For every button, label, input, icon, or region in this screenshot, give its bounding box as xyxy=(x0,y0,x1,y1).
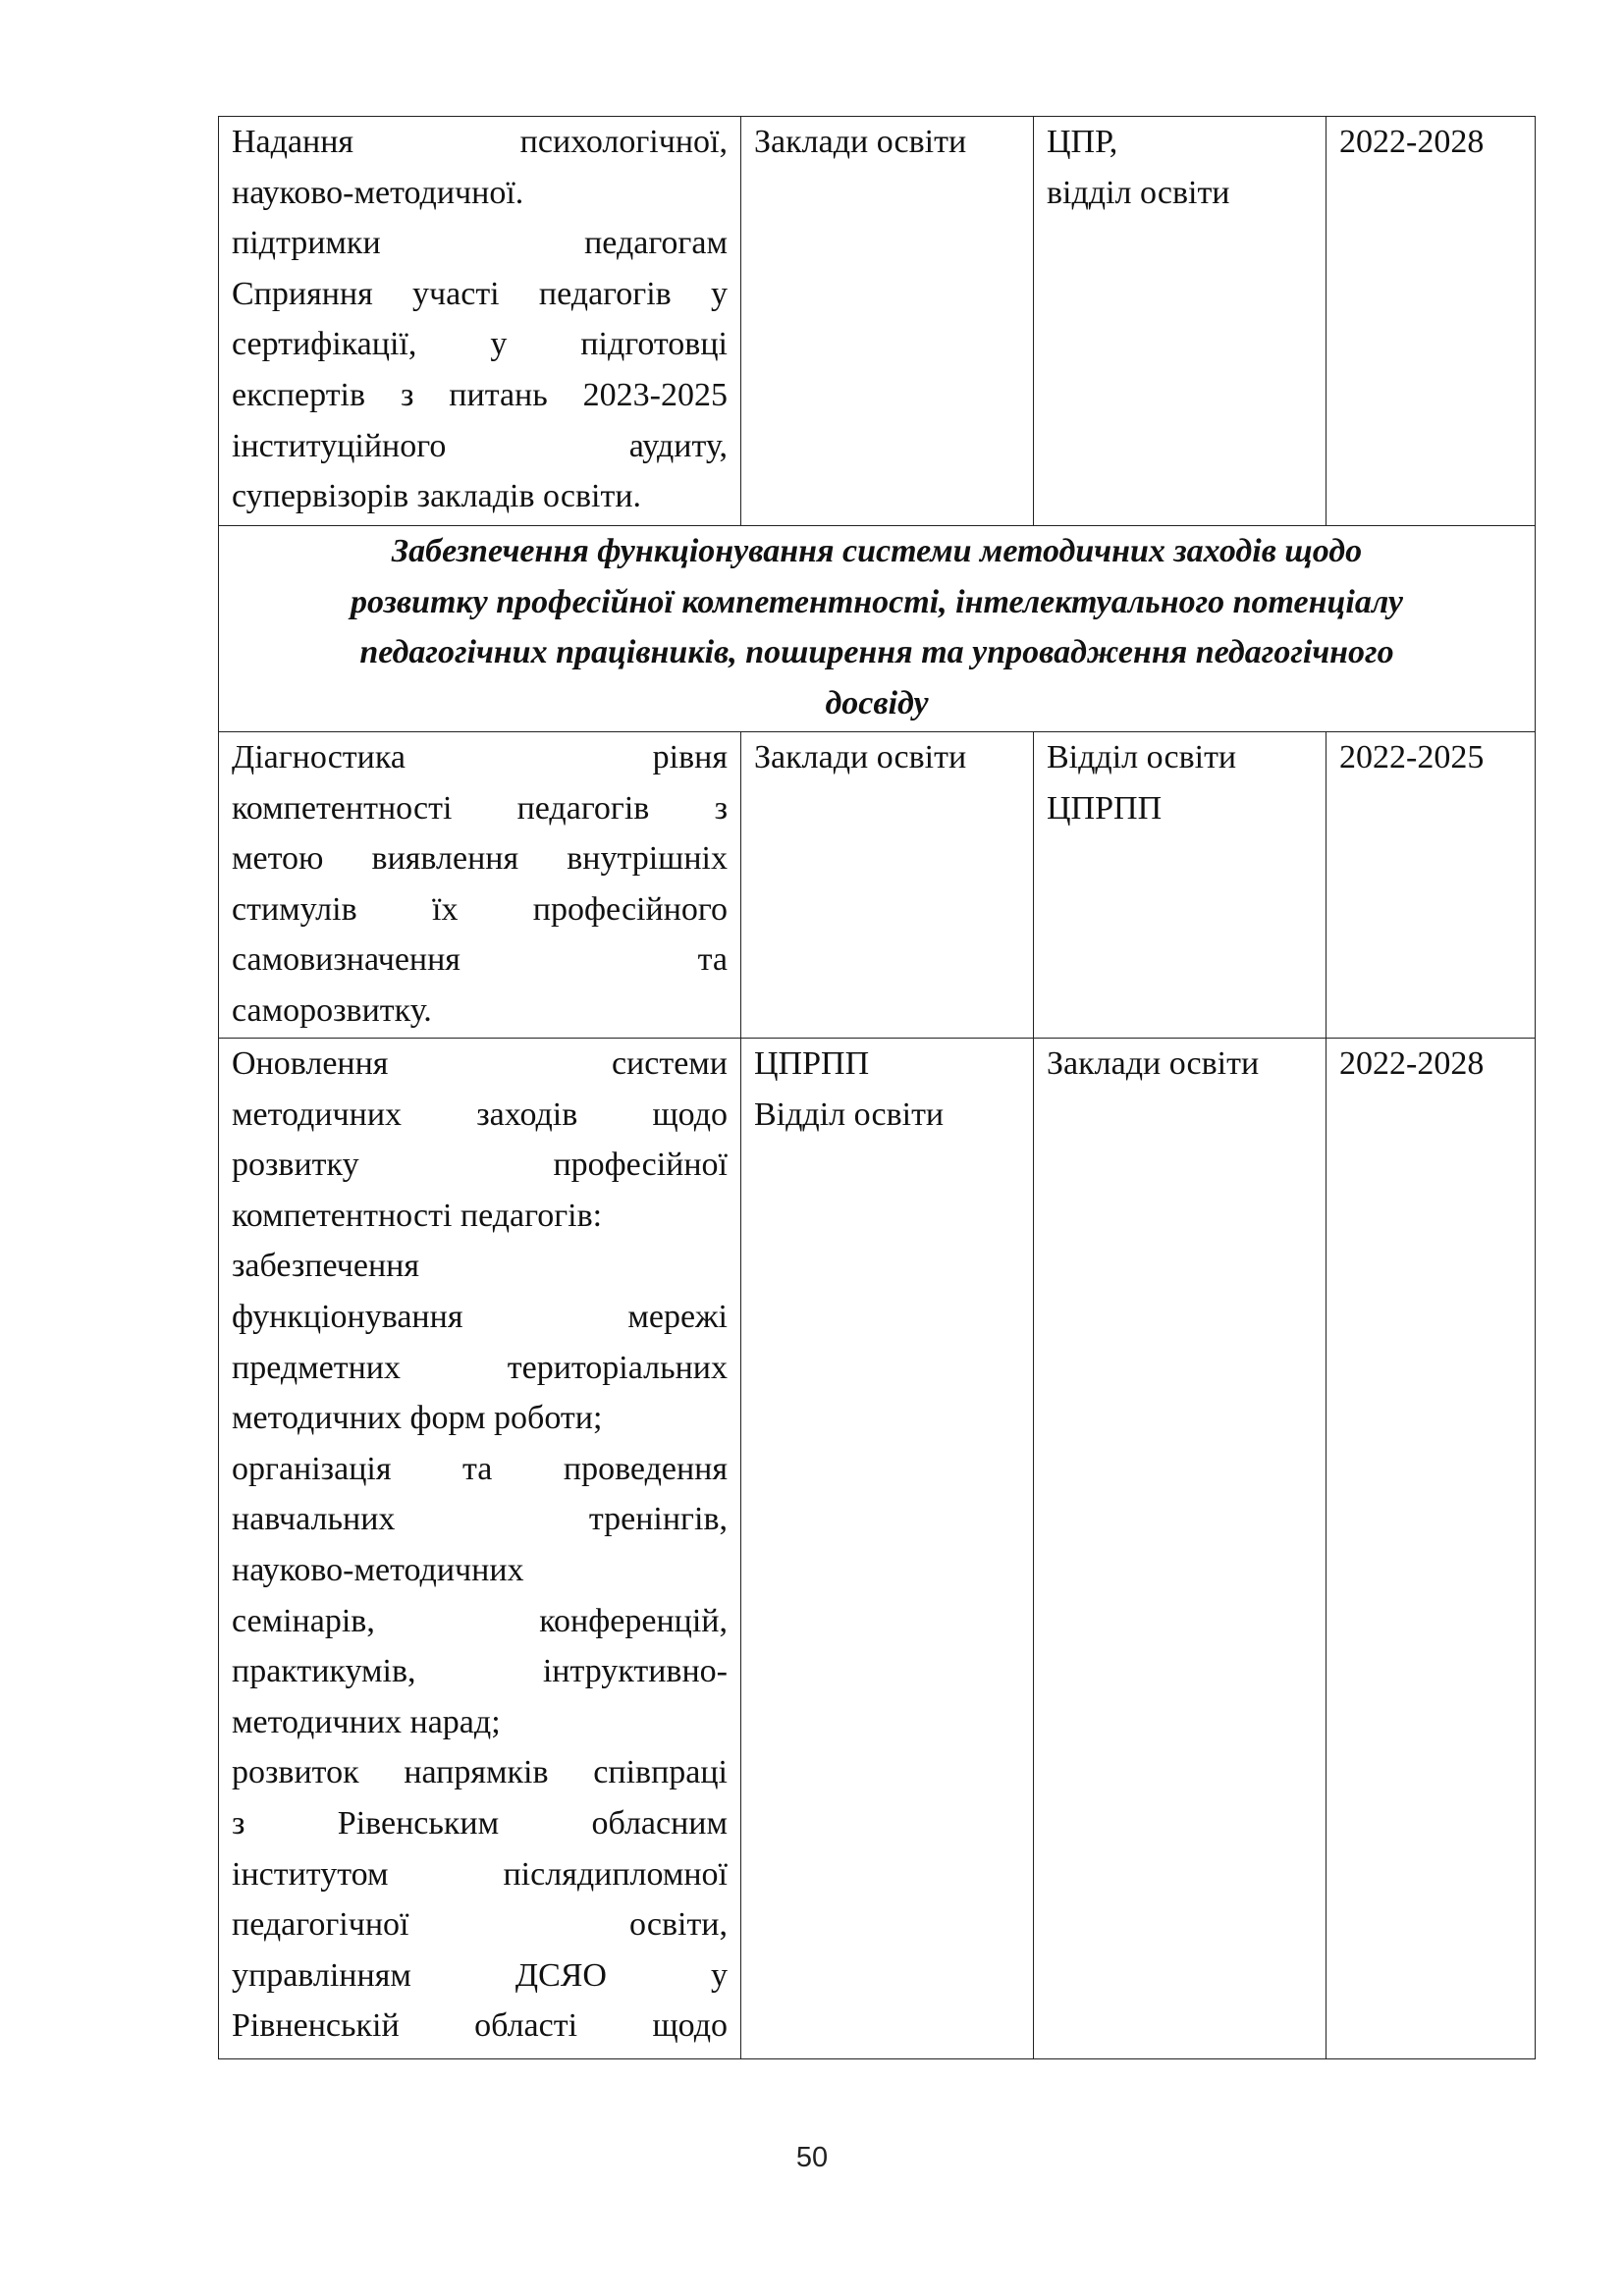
period-text: 2022-2028 xyxy=(1339,124,1485,160)
activity-line: Діагностика рівня xyxy=(232,739,728,775)
target-cell xyxy=(741,1039,1034,2059)
activity-line: методичних заходів щодо xyxy=(232,1095,728,1133)
activity-line: самовизначення та xyxy=(232,941,728,979)
executor-line: ЦПР, xyxy=(1047,124,1118,160)
executor-line: Заклади освіти xyxy=(1047,1045,1260,1082)
activity-line: розвитку професійної xyxy=(232,1147,728,1184)
activity-cell xyxy=(219,732,741,1039)
activity-line: Сприяння участі педагогів у xyxy=(232,275,728,312)
activity-line: управлінням ДСЯО у xyxy=(232,1956,728,1994)
executor-line: ЦПРПП xyxy=(1047,789,1163,827)
activity-line: інститутом післядипломної xyxy=(232,1855,728,1893)
plan-table xyxy=(218,116,1536,2059)
activity-line: навчальних тренінгів, xyxy=(232,1501,728,1538)
target-line: Відділ освіти xyxy=(754,1095,945,1133)
executor-line: Відділ освіти xyxy=(1047,739,1237,775)
activity-line: з Рівенським обласним xyxy=(232,1804,728,1842)
target-cell xyxy=(741,117,1034,526)
activity-line: науково-методичних xyxy=(232,1551,524,1588)
activity-line: практикумів, інтруктивно- xyxy=(232,1653,728,1690)
executors-cell xyxy=(1034,732,1326,1039)
target-line: Заклади освіти xyxy=(754,739,967,775)
activity-line: експертів з питань 2023-2025 xyxy=(232,376,728,413)
activity-line: інституційного аудиту, xyxy=(232,427,728,464)
executors-cell xyxy=(1034,117,1326,526)
target-line: Заклади освіти xyxy=(754,124,967,160)
period-cell xyxy=(1326,117,1536,526)
section-row xyxy=(219,526,1536,732)
activity-line: семінарів, конференцій, xyxy=(232,1602,728,1639)
period-cell xyxy=(1326,1039,1536,2059)
period-text: 2022-2028 xyxy=(1339,1045,1485,1082)
executors-cell xyxy=(1034,1039,1326,2059)
activity-line: метою виявлення внутрішніх xyxy=(232,840,728,878)
activity-line: організація та проведення xyxy=(232,1450,728,1487)
table-row xyxy=(219,1039,1536,2059)
activity-line: саморозвитку. xyxy=(232,991,432,1029)
activity-line: методичних форм роботи; xyxy=(232,1400,603,1437)
activity-line: Рівненській області щодо xyxy=(232,2007,728,2045)
activity-line: підтримки педагогам xyxy=(232,225,728,262)
activity-line: супервізорів закладів освіти. xyxy=(232,478,642,515)
period-cell xyxy=(1326,732,1536,1039)
activity-line: компетентності педагогів: xyxy=(232,1197,603,1234)
activity-line: науково-методичної. xyxy=(232,174,524,211)
activity-cell xyxy=(219,1039,741,2059)
page-number: 50 xyxy=(795,2142,829,2173)
section-heading-line: Забезпечення функціонування системи методичних заходів щодо xyxy=(391,533,1363,569)
activity-line: Надання психологічної, xyxy=(232,124,728,160)
table-row xyxy=(219,117,1536,526)
target-line: ЦПРПП xyxy=(754,1045,870,1082)
activity-line: стимулів їх професійного xyxy=(232,890,728,928)
target-cell xyxy=(741,732,1034,1039)
activity-line: компетентності педагогів з xyxy=(232,789,728,827)
activity-line: методичних нарад; xyxy=(232,1703,501,1740)
section-heading-line: розвитку професійної компетентності, інтелектуального потенціалу xyxy=(351,583,1403,620)
section-heading-line: педагогічних працівників, поширення та упровадження педагогічного xyxy=(359,634,1394,671)
executor-line: відділ освіти xyxy=(1047,174,1230,211)
activity-line: сертифікації, у підготовці xyxy=(232,326,728,363)
activity-line: Оновлення системи xyxy=(232,1045,728,1082)
table-row xyxy=(219,732,1536,1039)
activity-cell xyxy=(219,117,741,526)
section-heading-line: досвіду xyxy=(825,684,929,721)
period-text: 2022-2025 xyxy=(1339,739,1485,775)
activity-line: забезпечення xyxy=(232,1248,419,1285)
activity-line: функціонування мережі xyxy=(232,1298,728,1335)
activity-line: розвиток напрямків співпраці xyxy=(232,1754,728,1791)
activity-line: педагогічної освіти, xyxy=(232,1906,728,1944)
activity-line: предметних територіальних xyxy=(232,1349,728,1386)
section-heading xyxy=(219,526,1536,732)
